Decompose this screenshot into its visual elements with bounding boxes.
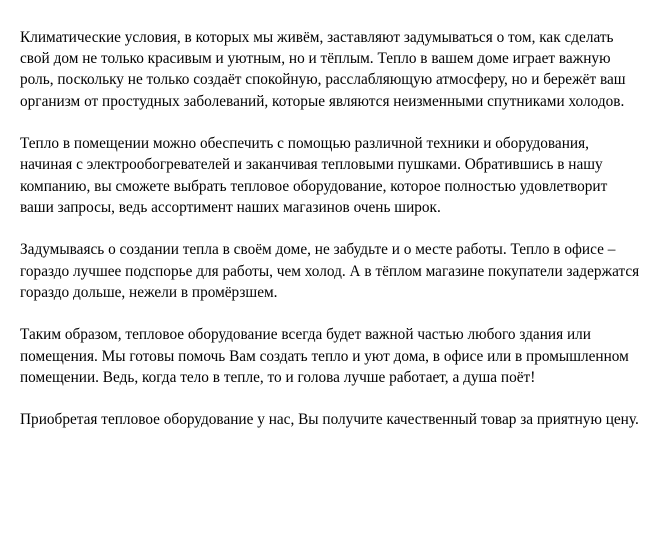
paragraph-offer: Приобретая тепловое оборудование у нас, Вы получите качественный товар за приятную цену. xyxy=(20,411,639,429)
document-body xyxy=(20,27,640,452)
paragraph-workplace: Задумываясь о создании тепла в своём доме, не забудьте и о месте работы. Тепло в офисе – гораздо лучшее подспорье для работы, чем холод. А в тёплом магазине покупатели задержатся гораздо дольше, нежели в промёрзшем. xyxy=(20,241,640,301)
paragraph-conclusion: Таким образом, тепловое оборудование всегда будет важной частью любого здания или помещения. Мы готовы помочь Вам создать тепло и уют дома, в офисе или в промышленном помещении. Ведь, когда тело в тепле, то и голова лучше работает, а душа поёт! xyxy=(20,326,629,386)
paragraph-equipment: Тепло в помещении можно обеспечить с помощью различной техники и оборудования, начиная с электрообогревателей и заканчивая тепловыми пушками. Обратившись в нашу компанию, вы сможете выбрать тепловое оборудование, которое полностью удовлетворит ваши запросы, ведь ассортимент наших магазинов очень широк. xyxy=(20,135,608,216)
paragraph-climate: Климатические условия, в которых мы живём, заставляют задумываться о том, как сделать свой дом не только красивым и уютным, но и тёплым. Тепло в вашем доме играет важную роль, поскольку не только создаёт спокойную, расслабляющую атмосферу, но и бережёт ваш организм от простудных заболеваний, которые являются неизменными спутниками холодов. xyxy=(20,29,626,110)
